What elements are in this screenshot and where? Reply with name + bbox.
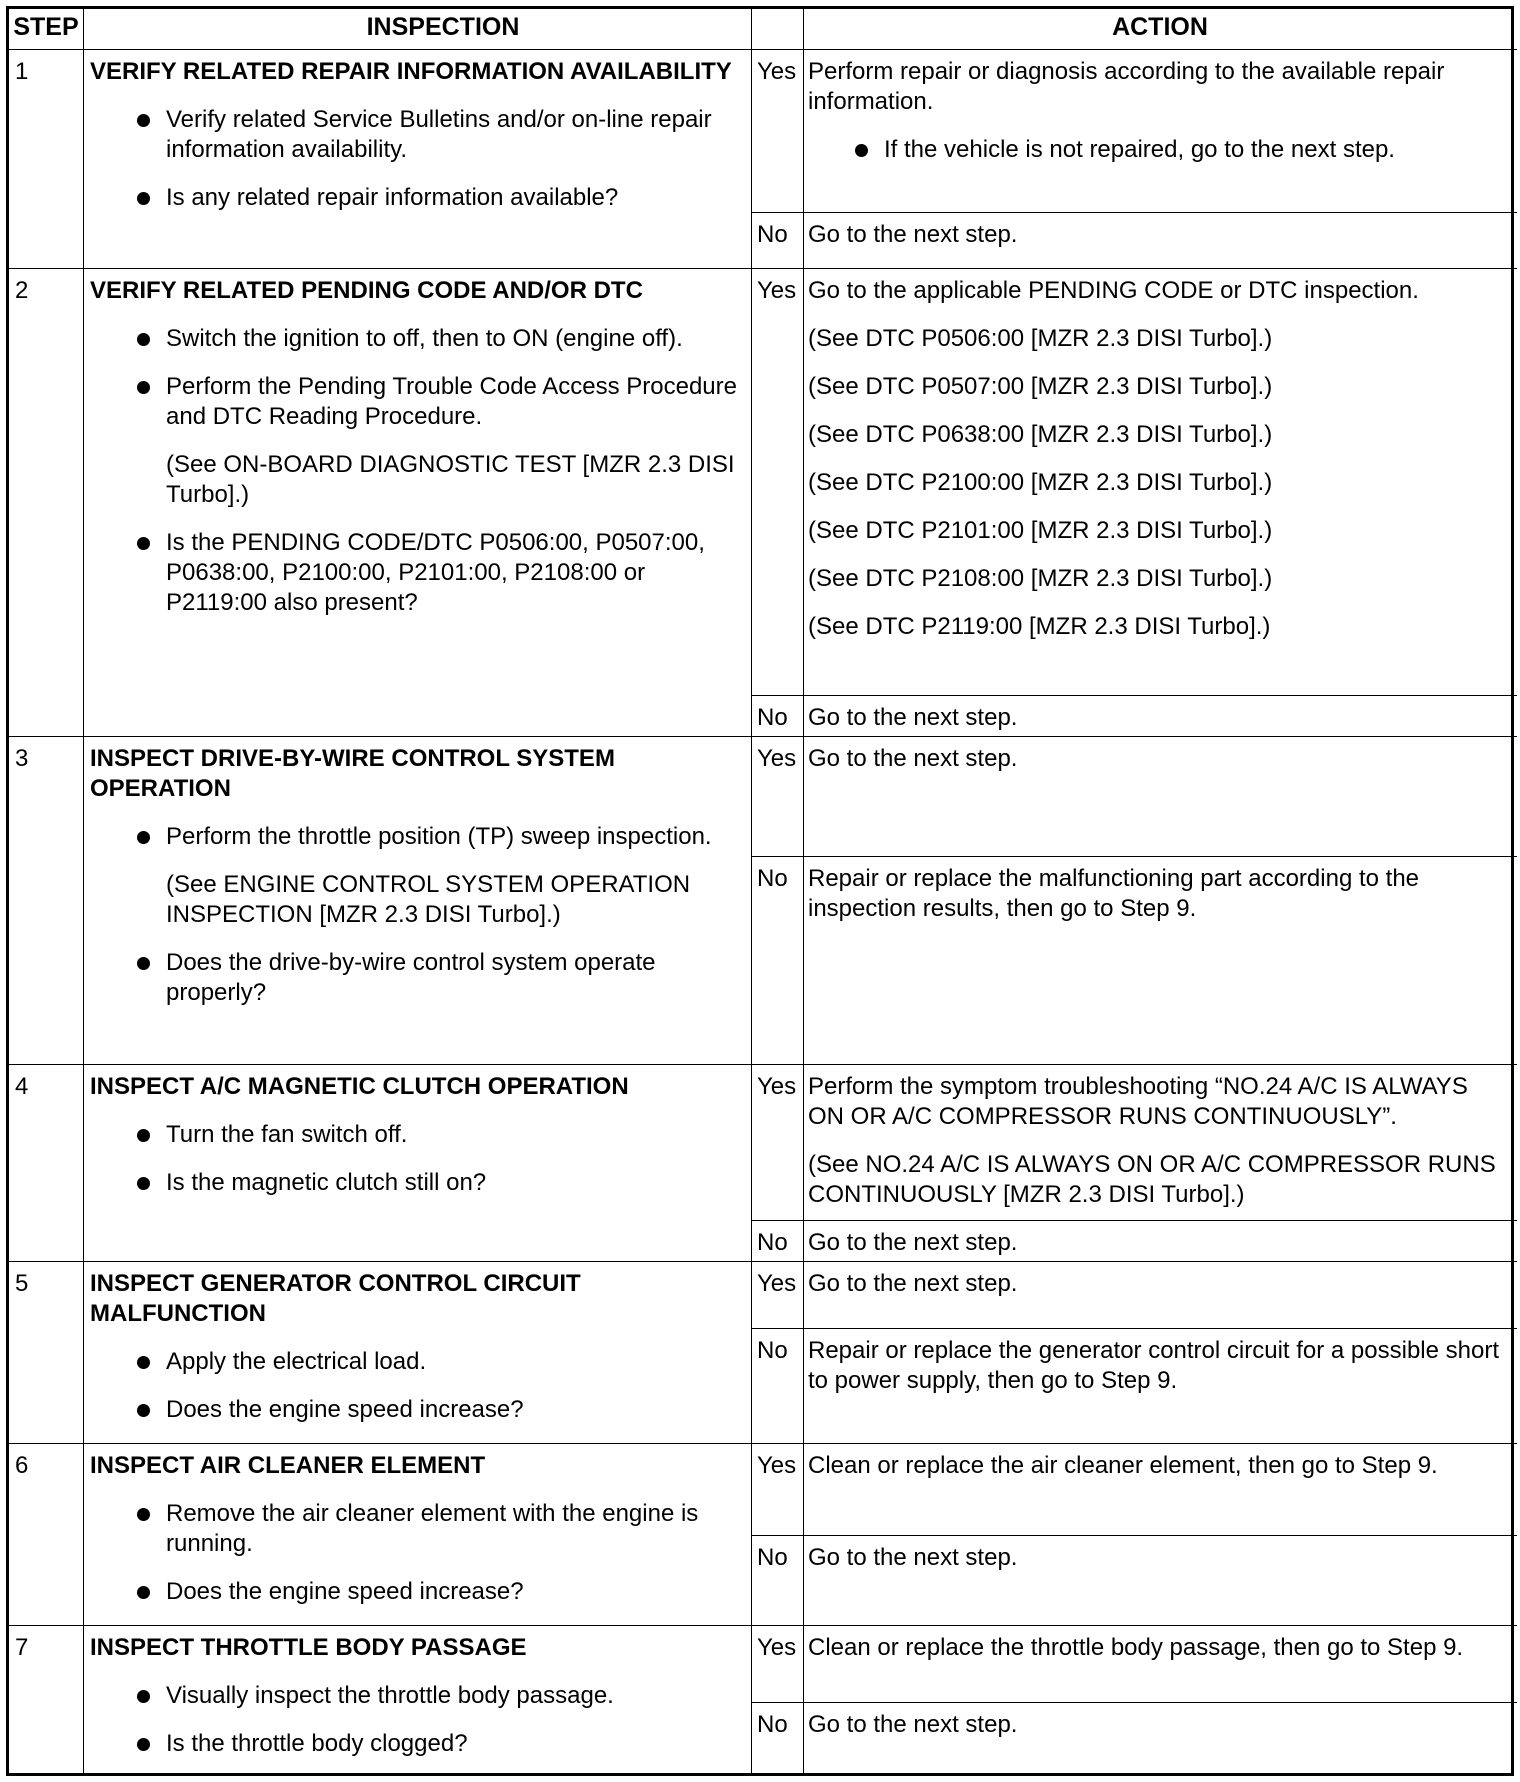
no-label: No [757,1337,788,1364]
bullet-icon [137,192,150,205]
no-action [803,1535,1517,1625]
header-inspection: INSPECTION [366,13,520,41]
inspection-bullet [90,1347,741,1377]
yes-no-divider [751,1220,1517,1221]
header-step: STEP [13,13,79,41]
bullet-icon [137,1404,150,1417]
header-action: ACTION [1112,13,1208,41]
yes-label: Yes [757,1634,797,1661]
inspection-cell [83,1064,751,1261]
action-text: Perform the symptom troubleshooting “NO.24 A/C IS ALWAYS ON OR A/C COMPRESSOR RUNS CONTINUOUSLY”. [808,1073,1468,1130]
no-action [803,212,1517,268]
bullet-text: Verify related Service Bulletins and/or on-line repair information availability. [166,106,712,163]
step-number-text: 7 [15,1634,29,1661]
inspection-cell [83,1625,751,1779]
yes-no-divider [751,695,1517,696]
action-text: Perform repair or diagnosis according to the available repair information. [808,58,1445,115]
action-text: (See DTC P2119:00 [MZR 2.3 DISI Turbo].) [808,613,1271,640]
bullet-text: Is the magnetic clutch still on? [166,1169,487,1196]
action-text: Go to the next step. [808,1711,1018,1738]
bullet-icon [137,333,150,346]
step-number-text: 1 [15,58,29,85]
no-label: No [757,1544,788,1571]
yes-label: Yes [757,745,797,772]
diagnostic-procedure-table [6,6,1514,1776]
inspection-bullet [90,1577,741,1607]
action-text: (See DTC P0507:00 [MZR 2.3 DISI Turbo].) [808,373,1273,400]
no-label: No [757,221,788,248]
inspection-bullet [90,183,741,213]
bullet-icon [137,1586,150,1599]
step-number [9,1443,83,1625]
inspection-bullet [90,324,741,354]
action-text: (See DTC P2101:00 [MZR 2.3 DISI Turbo].) [808,517,1273,544]
no-action [803,695,1517,736]
bullet-icon [137,537,150,550]
bullet-icon [137,1738,150,1751]
no-label: No [757,1229,788,1256]
step-number [9,1625,83,1779]
bullet-text: If the vehicle is not repaired, go to the next step. [884,136,1395,163]
inspection-cell [83,1261,751,1443]
inspection-bullet [90,528,741,618]
action-text: Go to the next step. [808,1544,1018,1571]
inspection-title: INSPECT THROTTLE BODY PASSAGE [90,1634,527,1661]
no-action [803,856,1517,1064]
action-text: Go to the applicable PENDING CODE or DTC inspection. [808,277,1419,304]
yes-action [803,1625,1517,1702]
step-number [9,736,83,1064]
yes-no-divider [751,1328,1517,1329]
bullet-text: Does the engine speed increase? [166,1578,524,1605]
bullet-icon [137,1690,150,1703]
bullet-text: Visually inspect the throttle body passage. [166,1682,614,1709]
no-label: No [757,704,788,731]
inspection-bullet [90,948,741,1008]
inspection-title: INSPECT AIR CLEANER ELEMENT [90,1452,486,1479]
inspection-bullet [90,372,741,432]
yes-label: Yes [757,58,797,85]
yes-action [803,268,1517,695]
yes-label: Yes [757,1270,797,1297]
bullet-text: Remove the air cleaner element with the engine is running. [166,1500,699,1557]
yes-action [803,1261,1517,1328]
step-number [9,1064,83,1261]
reference-text: (See ENGINE CONTROL SYSTEM OPERATION INSPECTION [MZR 2.3 DISI Turbo].) [166,871,691,928]
bullet-icon [137,1508,150,1521]
yes-no-divider [751,856,1517,857]
action-text: (See DTC P0638:00 [MZR 2.3 DISI Turbo].) [808,421,1273,448]
bullet-text: Is the PENDING CODE/DTC P0506:00, P0507:00, P0638:00, P2100:00, P2101:00, P2108:00 or P2119:00 also present? [166,529,705,616]
inspection-bullet [90,1120,741,1150]
bullet-icon [137,1356,150,1369]
inspection-cell [83,49,751,268]
no-label: No [757,1711,788,1738]
inspection-title: INSPECT DRIVE-BY-WIRE CONTROL SYSTEM OPERATION [90,745,615,802]
inspection-cell [83,1443,751,1625]
yes-action [803,49,1517,212]
no-action [803,1702,1517,1779]
bullet-icon [137,957,150,970]
inspection-bullet [90,1168,741,1198]
bullet-text: Is the throttle body clogged? [166,1730,468,1757]
step-number-text: 5 [15,1270,29,1297]
yes-action [803,1064,1517,1220]
action-text: (See DTC P0506:00 [MZR 2.3 DISI Turbo].) [808,325,1273,352]
yes-label: Yes [757,1452,797,1479]
action-bullet [808,135,1509,165]
step-number-text: 2 [15,277,29,304]
bullet-text: Perform the throttle position (TP) sweep inspection. [166,823,712,850]
step-number [9,268,83,736]
yes-no-divider [751,212,1517,213]
action-text: Clean or replace the throttle body passage, then go to Step 9. [808,1634,1464,1661]
bullet-icon [137,114,150,127]
reference-text: (See ON-BOARD DIAGNOSTIC TEST [MZR 2.3 DISI Turbo].) [166,451,735,508]
inspection-title: VERIFY RELATED PENDING CODE AND/OR DTC [90,277,643,304]
action-text: Repair or replace the malfunctioning part according to the inspection results, then go to Step 9. [808,865,1420,922]
bullet-text: Is any related repair information available? [166,184,619,211]
bullet-icon [137,1129,150,1142]
bullet-text: Does the drive-by-wire control system operate properly? [166,949,656,1006]
no-action [803,1220,1517,1261]
inspection-bullet [90,1395,741,1425]
yes-label: Yes [757,1073,797,1100]
step-number-text: 3 [15,745,29,772]
inspection-bullet [90,105,741,165]
action-text: Repair or replace the generator control circuit for a possible short to power supply, then go to Step 9. [808,1337,1500,1394]
yes-label: Yes [757,277,797,304]
yes-action [803,736,1517,856]
bullet-text: Turn the fan switch off. [166,1121,408,1148]
bullet-text: Switch the ignition to off, then to ON (engine off). [166,325,683,352]
bullet-text: Perform the Pending Trouble Code Access Procedure and DTC Reading Procedure. [166,373,737,430]
bullet-icon [137,831,150,844]
bullet-icon [137,1177,150,1190]
yes-no-divider [751,1535,1517,1536]
inspection-bullet [90,1681,741,1711]
step-number-text: 4 [15,1073,29,1100]
action-text: Go to the next step. [808,1270,1018,1297]
no-label: No [757,865,788,892]
inspection-cell [83,736,751,1064]
bullet-text: Does the engine speed increase? [166,1396,524,1423]
action-text: Go to the next step. [808,745,1018,772]
bullet-text: Apply the electrical load. [166,1348,427,1375]
inspection-bullet [90,1499,741,1559]
step-number [9,49,83,268]
action-text: (See DTC P2100:00 [MZR 2.3 DISI Turbo].) [808,469,1273,496]
inspection-bullet [90,822,741,852]
inspection-title: INSPECT A/C MAGNETIC CLUTCH OPERATION [90,1073,629,1100]
action-text: Clean or replace the air cleaner element, then go to Step 9. [808,1452,1438,1479]
action-text: Go to the next step. [808,1229,1018,1256]
action-text: (See DTC P2108:00 [MZR 2.3 DISI Turbo].) [808,565,1273,592]
inspection-cell [83,268,751,736]
action-text: (See NO.24 A/C IS ALWAYS ON OR A/C COMPRESSOR RUNS CONTINUOUSLY [MZR 2.3 DISI Turbo].) [808,1151,1496,1208]
action-text: Go to the next step. [808,704,1018,731]
inspection-title: VERIFY RELATED REPAIR INFORMATION AVAILABILITY [90,58,732,85]
bullet-icon [855,144,868,157]
yes-no-divider [751,1702,1517,1703]
inspection-bullet [90,1729,741,1759]
step-number-text: 6 [15,1452,29,1479]
no-action [803,1328,1517,1443]
action-text: Go to the next step. [808,221,1018,248]
yes-action [803,1443,1517,1535]
step-number [9,1261,83,1443]
bullet-icon [137,381,150,394]
inspection-title: INSPECT GENERATOR CONTROL CIRCUIT MALFUNCTION [90,1270,581,1327]
